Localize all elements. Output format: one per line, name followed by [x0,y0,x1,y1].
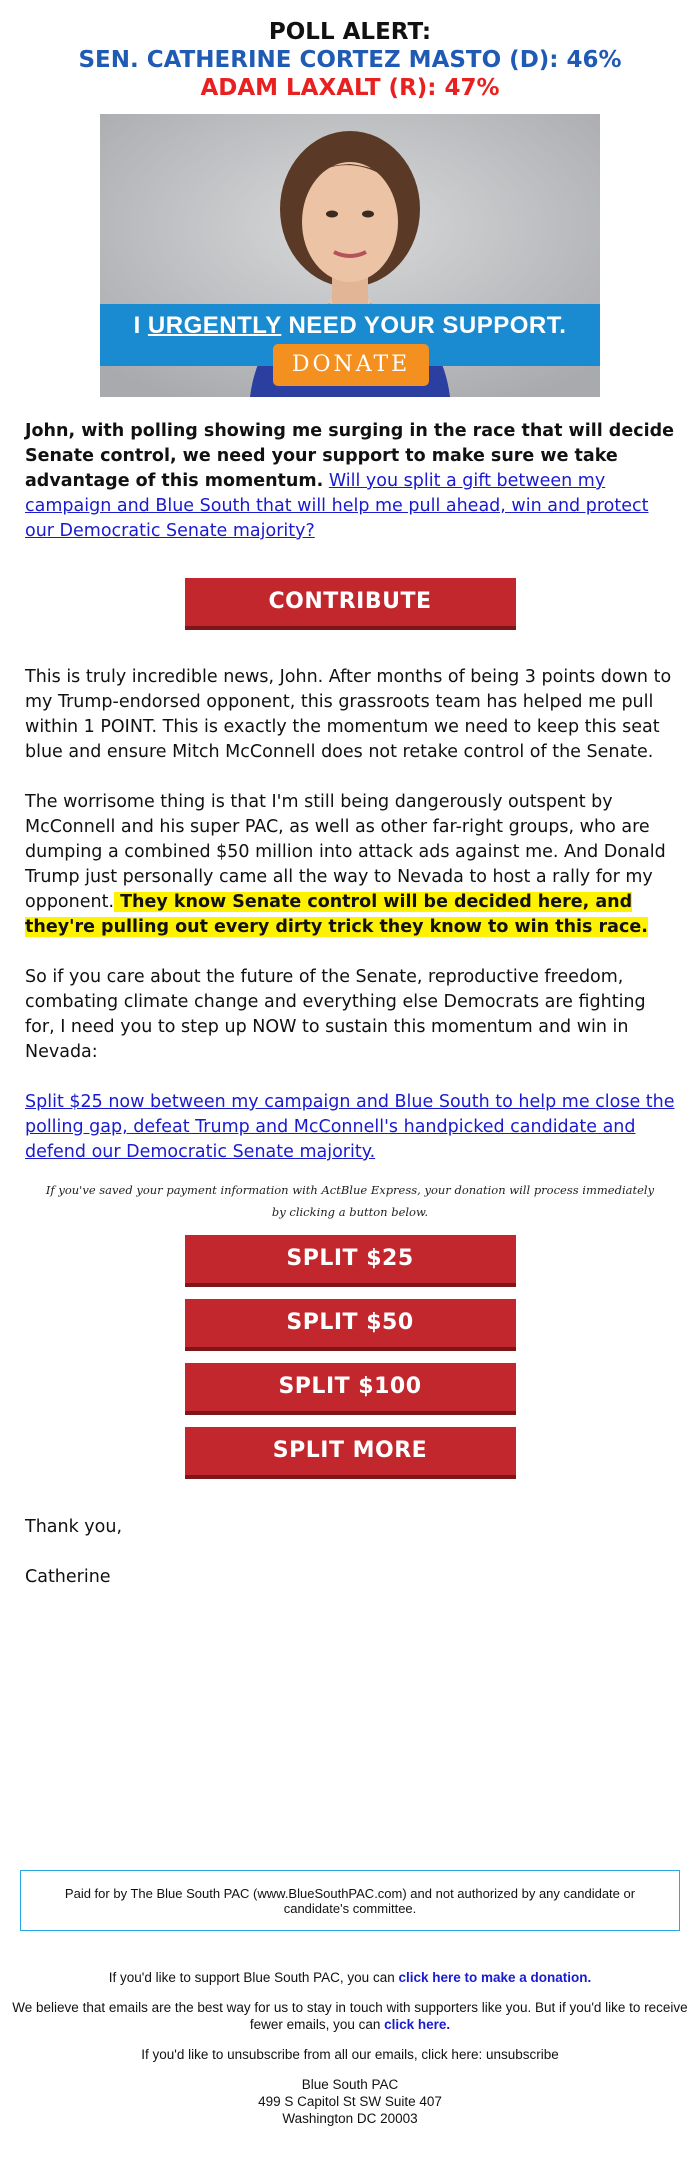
poll-alert-title: POLL ALERT: [268,19,432,45]
poll-result-republican: ADAM LAXALT (R): 47% [200,75,500,101]
signoff-thanks: Thank you, [25,1517,123,1537]
highlighted-text: They know Senate control will be decided here, and they're pulling out every dirty trick they know to win this race. [25,892,648,937]
outspent-paragraph [10,790,690,940]
split-100-button[interactable]: SPLIT $100 [185,1363,516,1415]
split-link-paragraph [10,1090,690,1165]
split-donate-link[interactable]: Split $25 now between my campaign and Blue South to help me close the polling gap, defeat Trump and McConnell's handpicked candidate and defend our Democratic Senate majority. [25,1092,675,1162]
footer [10,1969,690,2127]
hero-donate-button[interactable]: DONATE [273,344,429,386]
email-container [10,0,690,2127]
footer-donation-link[interactable]: click here to make a donation. [398,1970,592,1985]
appeal-paragraph: So if you care about the future of the Senate, reproductive freedom, combating climate change and everything else Democrats are fighting for, I need you to step up NOW to sustain this momentum and win in Nevada: [25,967,646,1062]
footer-unsubscribe-link[interactable]: unsubscribe [485,2047,559,2062]
hero-banner-text: I URGENTLY NEED YOUR SUPPORT. [133,312,567,339]
paid-for-disclaimer: Paid for by The Blue South PAC (www.BlueSouthPAC.com) and not authorized by any candidate or candidate's committee. [20,1870,680,1931]
poll-result-democrat: SEN. CATHERINE CORTEZ MASTO (D): 46% [78,47,622,73]
intro-bold-text: John, with polling showing me surging in the race that will decide Senate control, we need your support to make sure we take advantage of this momentum. [25,421,674,491]
footer-fewer-emails-line: We believe that emails are the best way for us to stay in touch with supporters like you. But if you'd like to receive fewer emails, you can click here. [12,2000,688,2032]
contribute-button[interactable]: CONTRIBUTE [185,578,516,630]
news-paragraph: This is truly incredible news, John. After months of being 3 points down to my Trump-endorsed opponent, this grassroots team has helped me pull within 1 POINT. This is exactly the momentum we need to keep this seat blue and ensure Mitch McConnell does not retake control of the Senate. [25,667,672,762]
hero-donate-image[interactable] [100,114,600,397]
intro-paragraph [10,419,690,544]
poll-headline [10,0,690,102]
actblue-express-note: If you've saved your payment information with ActBlue Express, your donation will process immediately by clicking a button below. [45,1183,655,1219]
intro-donate-link[interactable]: Will you split a gift between my campaign and Blue South that will help me pull ahead, win and protect our Democratic Senate majority? [25,471,649,541]
footer-support-line: If you'd like to support Blue South PAC, you can click here to make a donation. [108,1970,592,1985]
split-more-button[interactable]: SPLIT MORE [185,1427,516,1479]
signoff-name: Catherine [25,1567,111,1587]
footer-address-line1: 499 S Capitol St SW Suite 407 [258,2094,442,2109]
split-50-button[interactable]: SPLIT $50 [185,1299,516,1351]
footer-fewer-emails-link[interactable]: click here. [384,2017,451,2032]
footer-unsubscribe-line: If you'd like to unsubscribe from all our emails, click here: unsubscribe [141,2047,559,2062]
split-25-button[interactable]: SPLIT $25 [185,1235,516,1287]
footer-address-line2: Washington DC 20003 [282,2111,418,2126]
outspent-text: The worrisome thing is that I'm still being dangerously outspent by McConnell and his super PAC, as well as other far-right groups, who are dumping a combined $50 million into attack ads against me. And Donald Trump just personally came all the way to Nevada to host a rally for my opponent. [25,792,666,912]
footer-org-name: Blue South PAC [301,2077,399,2092]
